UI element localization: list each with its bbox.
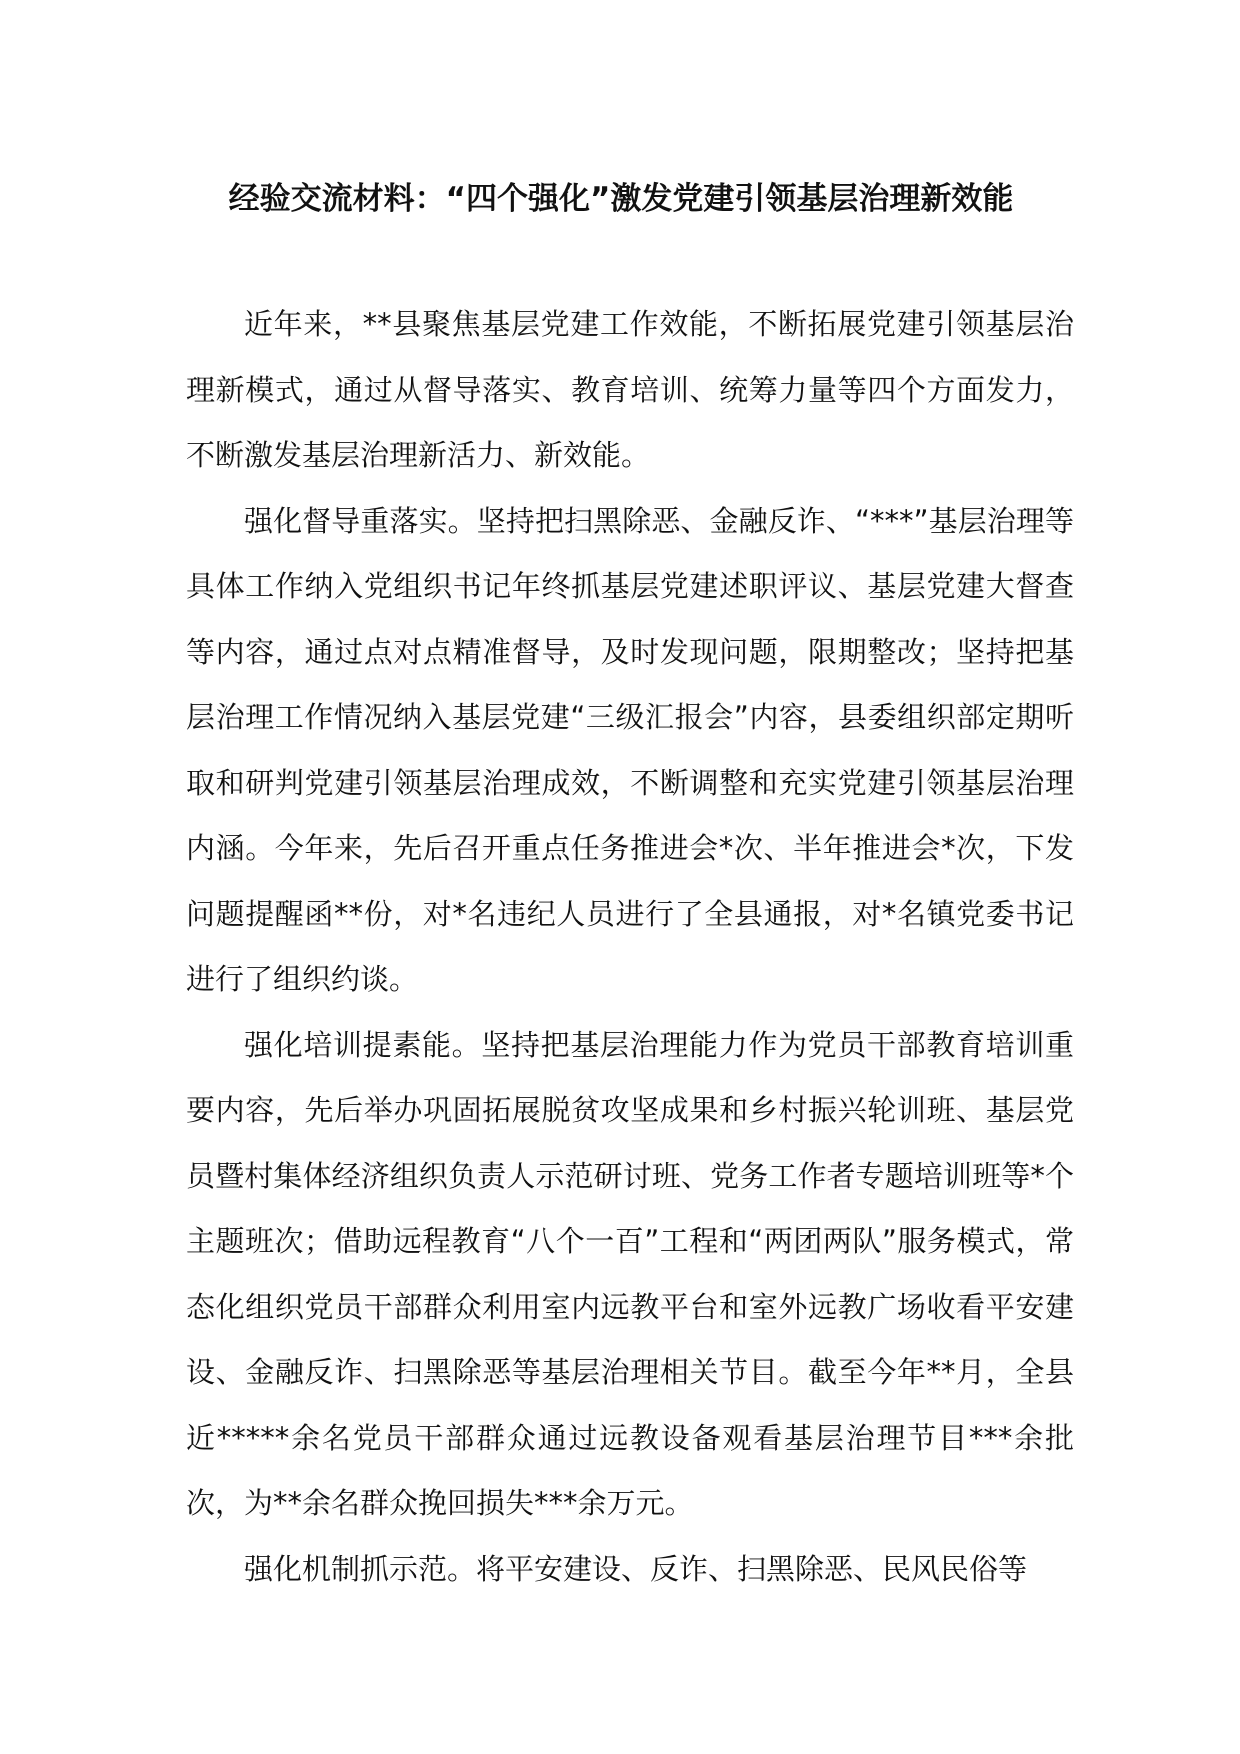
paragraph-training: 强化培训提素能。坚持把基层治理能力作为党员干部教育培训重要内容，先后举办巩固拓展脱贫攻坚成果和乡村振兴轮训班、基层党员暨村集体经济组织负责人示范研讨班、党务工作者专题培训班等*个主题班次；借助远程教育“八个一百”工程和“两团两队”服务模式，常态化组织党员干部群众利用室内远教平台和室外远教广场收看平安建设、金融反诈、扫黑除恶等基层治理相关节目。截至今年**月，全县近*****余名党员干部群众通过远教设备观看基层治理节目***余批次，为**余名群众挽回损失***余万元。 <box>186 1027 1074 1520</box>
paragraph-mechanism: 强化机制抓示范。将平安建设、反诈、扫黑除恶、民风民俗等 <box>244 1551 1028 1586</box>
document-title: 经验交流材料：“四个强化”激发党建引领基层治理新效能 <box>228 181 1014 217</box>
document-body <box>186 292 1074 1602</box>
paragraph-intro: 近年来，**县聚焦基层党建工作效能，不断拓展党建引领基层治理新模式，通过从督导落实、教育培训、统筹力量等四个方面发力，不断激发基层治理新活力、新效能。 <box>186 307 1074 472</box>
paragraph-supervision: 强化督导重落实。坚持把扫黑除恶、金融反诈、“***”基层治理等具体工作纳入党组织书记年终抓基层党建述职评议、基层党建大督查等内容，通过点对点精准督导，及时发现问题，限期整改；坚持把基层治理工作情况纳入基层党建“三级汇报会”内容，县委组织部定期听取和研判党建引领基层治理成效，不断调整和充实党建引领基层治理内涵。今年来，先后召开重点任务推进会*次、半年推进会*次，下发问题提醒函**份，对*名违纪人员进行了全县通报，对*名镇党委书记进行了组织约谈。 <box>186 503 1074 996</box>
